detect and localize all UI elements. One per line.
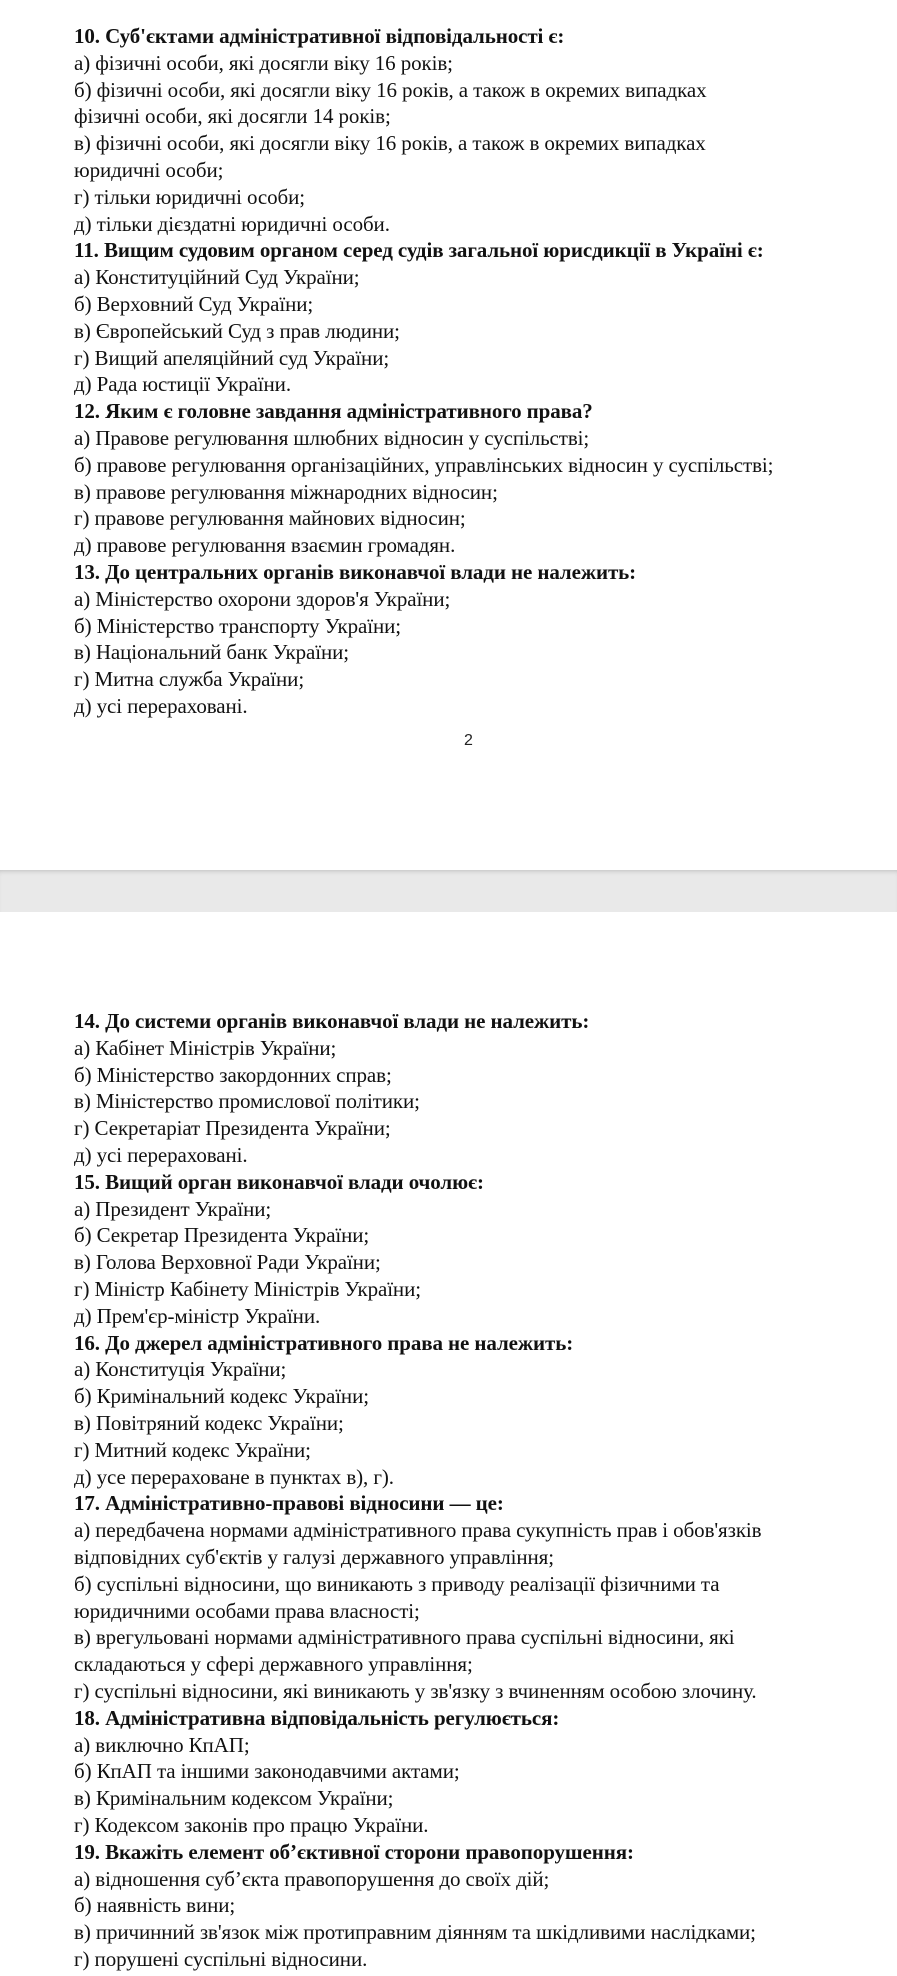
answer-option: юридичні особи;	[74, 157, 224, 182]
page-separator	[0, 870, 897, 912]
answer-option: б) правове регулювання організаційних, управлінських відносин у суспільстві;	[74, 452, 774, 477]
answer-option: д) усе перераховане в пунктах в), г).	[74, 1464, 394, 1489]
answer-option: д) Рада юстиції України.	[74, 372, 291, 397]
answer-option: б) Міністерство транспорту України;	[74, 613, 401, 638]
answer-option: в) Міністерство промислової політики;	[74, 1089, 420, 1114]
answer-option: а) Конституція України;	[74, 1357, 287, 1382]
answer-option: б) фізичні особи, які досягли віку 16 років, а також в окремих випадках	[74, 77, 707, 102]
answer-option: а) передбачена нормами адміністративного права сукупність прав і обов'язків	[74, 1518, 762, 1543]
answer-option: б) Секретар Президента України;	[74, 1223, 370, 1248]
question-heading: 13. До центральних органів виконавчої влади не належить:	[74, 559, 637, 584]
answer-option: г) Вищий апеляційний суд України;	[74, 345, 390, 370]
answer-option: а) відношення суб’єкта правопорушення до своїх дій;	[74, 1866, 550, 1891]
answer-option: г) суспільні відносини, які виникають у зв'язку з вчиненням особою злочину.	[74, 1678, 757, 1703]
question-heading: 10. Суб'єктами адміністративної відповідальності є:	[74, 24, 565, 48]
page-content	[74, 23, 894, 720]
answer-option: б) Верховний Суд України;	[74, 291, 314, 316]
page-number: 2	[464, 732, 473, 749]
answer-option: г) Митна служба України;	[74, 667, 305, 692]
answer-option: фізичні особи, які досягли 14 років;	[74, 104, 391, 129]
question-heading: 14. До системи органів виконавчої влади не належить:	[74, 1009, 590, 1033]
question-heading: 19. Вкажіть елемент об’єктивної сторони правопорушення:	[74, 1839, 634, 1864]
answer-option: в) правове регулювання міжнародних відносин;	[74, 479, 498, 504]
question-heading: 15. Вищий орган виконавчої влади очолює:	[74, 1169, 484, 1194]
answer-option: а) Президент України;	[74, 1196, 272, 1221]
question-heading: 16. До джерел адміністративного права не належить:	[74, 1330, 574, 1355]
question-heading: 18. Адміністративна відповідальність регулюється:	[74, 1705, 560, 1730]
answer-option: відповідних суб'єктів у галузі державного управління;	[74, 1544, 554, 1569]
answer-option: а) Міністерство охорони здоров'я України;	[74, 586, 451, 611]
answer-option: г) тільки юридичні особи;	[74, 184, 305, 209]
answer-option: юридичними особами права власності;	[74, 1598, 420, 1623]
answer-option: складаються у сфері державного управління;	[74, 1652, 473, 1677]
answer-option: а) Кабінет Міністрів України;	[74, 1035, 337, 1060]
answer-option: б) суспільні відносини, що виникають з приводу реалізації фізичними та	[74, 1571, 720, 1596]
answer-option: д) правове регулювання взаємин громадян.	[74, 533, 456, 558]
answer-option: б) Міністерство закордонних справ;	[74, 1062, 392, 1087]
answer-option: д) усі перераховані.	[74, 693, 248, 718]
answer-option: а) Конституційний Суд України;	[74, 265, 360, 290]
answer-option: г) Кодексом законів про працю України.	[74, 1812, 429, 1837]
answer-option: б) Кримінальний кодекс України;	[74, 1384, 369, 1409]
answer-option: а) фізичні особи, які досягли віку 16 років;	[74, 50, 453, 75]
answer-option: д) усі перераховані.	[74, 1142, 248, 1167]
document-page-3	[0, 912, 897, 1976]
answer-option: в) Національний банк України;	[74, 640, 349, 665]
answer-option: в) фізичні особи, які досягли віку 16 років, а також в окремих випадках	[74, 131, 706, 156]
answer-option: д) тільки дієздатні юридичні особи.	[74, 211, 390, 236]
answer-option: б) наявність вини;	[74, 1893, 236, 1918]
answer-option: в) Голова Верховної Ради України;	[74, 1250, 381, 1275]
question-heading: 17. Адміністративно-правові відносини — це:	[74, 1491, 504, 1516]
answer-option: в) Повітряний кодекс України;	[74, 1410, 344, 1435]
answer-option: д) Прем'єр-міністр України.	[74, 1303, 321, 1328]
answer-option: в) Європейський Суд з прав людини;	[74, 318, 400, 343]
answer-option: г) Міністр Кабінету Міністрів України;	[74, 1276, 421, 1301]
answer-option: в) врегульовані нормами адміністративного права суспільні відносини, які	[74, 1625, 735, 1650]
answer-option: г) правове регулювання майнових відносин;	[74, 506, 466, 531]
page-content	[74, 1008, 894, 1973]
answer-option: г) порушені суспільні відносини.	[74, 1946, 368, 1971]
answer-option: г) Секретаріат Президента України;	[74, 1116, 391, 1141]
answer-option: г) Митний кодекс України;	[74, 1437, 311, 1462]
answer-option: б) КпАП та іншими законодавчими актами;	[74, 1759, 460, 1784]
answer-option: а) Правове регулювання шлюбних відносин у суспільстві;	[74, 425, 590, 450]
question-heading: 11. Вищим судовим органом серед судів загальної юрисдикції в Україні є:	[74, 238, 764, 263]
question-heading: 12. Яким є головне завдання адміністративного права?	[74, 399, 593, 424]
document-page-2	[0, 0, 897, 870]
answer-option: в) причинний зв'язок між протиправним діянням та шкідливими наслідками;	[74, 1920, 756, 1945]
answer-option: в) Кримінальним кодексом України;	[74, 1786, 394, 1811]
answer-option: а) виключно КпАП;	[74, 1732, 250, 1757]
